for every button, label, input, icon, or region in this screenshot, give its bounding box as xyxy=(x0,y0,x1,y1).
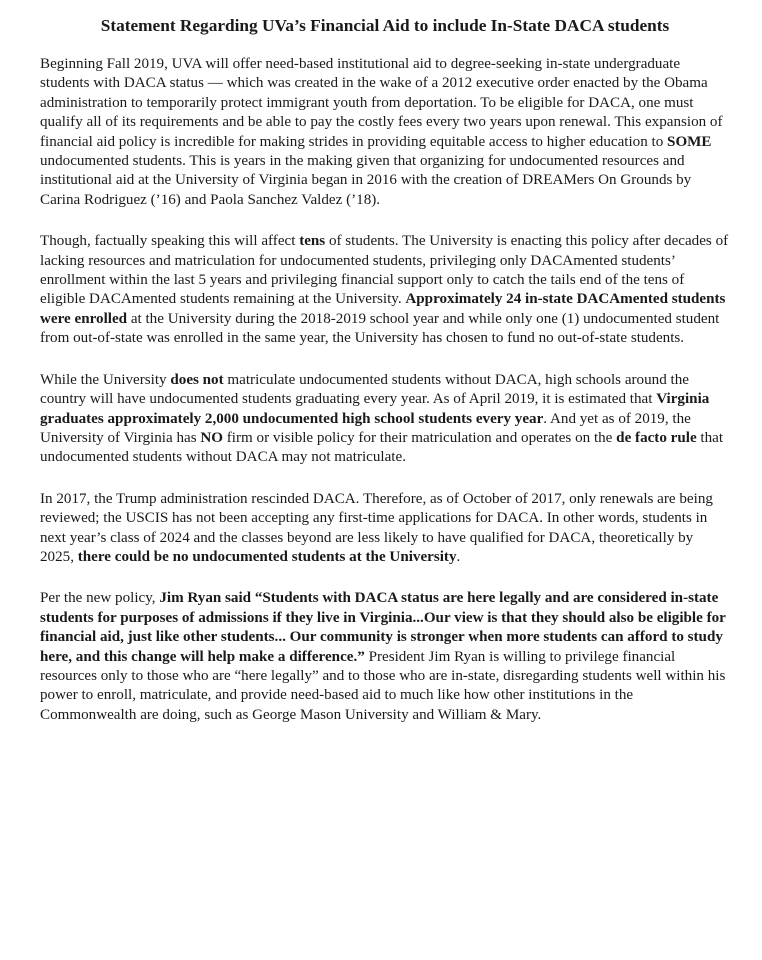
paragraph-1 xyxy=(40,55,730,210)
text-run: Though, factually speaking this will affect xyxy=(40,233,300,250)
text-run: Beginning Fall 2019, UVA will offer need-based institutional aid to degree-seeking in-state undergraduate students with DACA status — which was created in the wake of a 2012 executive order enacted by the Obama administration to temporarily protect immigrant youth from deportation. To be eligible for DACA, one must qualify all of its requirements and be able to pay the costly fees every two years upon renewal. This expansion of financial aid policy is incredible for making strides in providing equitable access to higher education to xyxy=(40,56,723,150)
bold-text-run: Approximately 24 in-state DACAmented students were enrolled xyxy=(40,291,726,327)
bold-text-run: tens xyxy=(299,233,326,250)
paragraph-5 xyxy=(40,589,730,725)
text-run: of students. The University is enacting this policy after decades of lacking resources and matriculation for undocumented students, privileging only DACAmented students’ enrollment within the last 5 years and privileging financial support only to catch the tails end of the tens of eligible DACAmented students remaining at the University. xyxy=(40,233,729,308)
text-run: In 2017, the Trump administration rescinded DACA. Therefore, as of October of 2017, only renewals are being reviewed; the USCIS has not been accepting any first-time applications for DACA. In other words, students in next year’s class of 2024 and the classes beyond are less likely to have qualified for DACA, theoretically by 2025, xyxy=(40,490,713,565)
document-title: Statement Regarding UVa’s Financial Aid to include In-State DACA students xyxy=(100,16,670,35)
bold-text-run: there could be no undocumented students at the University xyxy=(77,548,457,565)
bold-text-run: Jim Ryan said “Students with DACA status are here legally and are considered in-state students for purposes of admissions if they live in Virginia...Our view is that they should also be eligible for financial aid, just like other students... Our community is stronger when more students can afford to study here, and this change will help make a difference.” xyxy=(40,590,726,665)
bold-text-run: Virginia graduates approximately 2,000 undocumented high school students every year xyxy=(40,391,710,427)
text-run: While the University xyxy=(40,371,171,388)
paragraph-2 xyxy=(40,232,730,348)
bold-text-run: does not xyxy=(170,371,224,388)
text-run: that undocumented students without DACA may not matriculate. xyxy=(40,429,724,466)
text-run: Per the new policy, xyxy=(40,590,160,607)
text-run: matriculate undocumented students without DACA, high schools around the country will have undocumented students graduating every year. As of April 2019, it is estimated that xyxy=(40,371,689,408)
text-run: undocumented students. This is years in the making given that organizing for undocumented resources and institutional aid at the University of Virginia began in 2016 with the creation of DREAMers On Grounds by Carina Rodriguez (’16) and Paola Sanchez Valdez (’18). xyxy=(40,153,692,208)
bold-text-run: SOME xyxy=(667,133,712,150)
text-run: . And yet as of 2019, the University of Virginia has xyxy=(40,410,691,446)
bold-text-run: de facto rule xyxy=(616,429,697,446)
document-page xyxy=(40,14,730,747)
bold-text-run: NO xyxy=(200,429,223,446)
paragraph-3 xyxy=(40,371,730,468)
document-body xyxy=(40,55,730,725)
paragraph-4 xyxy=(40,490,730,568)
text-run: . xyxy=(456,548,461,565)
text-run: at the University during the 2018-2019 school year and while only one (1) undocumented student from out-of-state was enrolled in the same year, the University has chosen to fund no out-of-state students. xyxy=(40,310,720,347)
text-run: President Jim Ryan is willing to privilege financial resources only to those who are “here legally” and to those who are in-state, disregarding students well within his power to enroll, matriculate, and provide need-based aid to much like how other institutions in the Commonwealth are doing, such as George Mason University and William & Mary. xyxy=(40,648,726,723)
text-run: firm or visible policy for their matriculation and operates on the xyxy=(223,429,617,446)
